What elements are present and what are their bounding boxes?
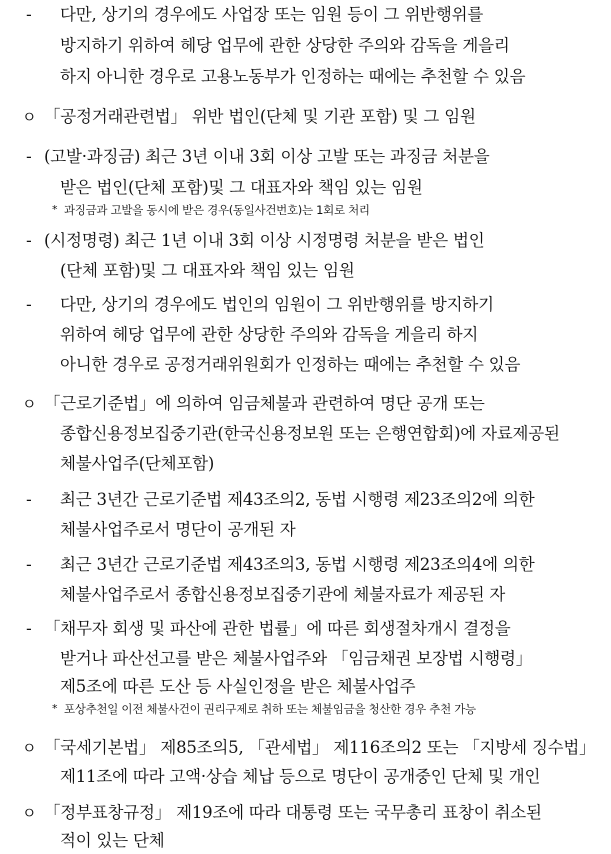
dash-marker: - (26, 490, 32, 509)
note-text: 포상추천일 이전 체불사건이 권리구제로 취하 또는 체불임금을 청산한 경우 추천 가능 (64, 702, 476, 716)
text-line: 하지 아니한 경우로 고용노동부가 인정하는 때에는 추천할 수 있음 (60, 67, 526, 86)
text-line: 다만, 상기의 경우에도 사업장 또는 임원 등이 그 위반행위를 (60, 5, 484, 24)
text-line: 위하여 헤당 업무에 관한 상당한 주의와 감독을 게을리 하지 (60, 325, 479, 344)
dash-marker: - (26, 147, 32, 166)
text-line: 다만, 상기의 경우에도 법인의 임원이 그 위반행위를 방지하기 (60, 295, 494, 314)
text-line: 받거나 파산선고를 받은 체불사업주와 「임금채권 보장법 시행령」 (60, 649, 533, 668)
section-heading: 「근로기준법」에 의하여 임금체불과 관련하여 명단 공개 또는 (44, 394, 485, 413)
dash-marker: - (26, 231, 32, 250)
text-line: (고발·과징금) 최근 3년 이내 3회 이상 고발 또는 과징금 처분을 (44, 147, 490, 166)
note-marker: * (52, 702, 58, 715)
section-heading: 체불사업주(단체포함) (60, 454, 215, 473)
section-heading: 「국세기본법」 제85조의5, 「관세법」 제116조의2 또는 「지방세 징수법」 (44, 738, 596, 757)
text-line: (시정명령) 최근 1년 이내 3회 이상 시정명령 처분을 받은 법인 (44, 231, 485, 250)
note-marker: * (52, 203, 58, 216)
bullet-marker: ㅇ (22, 739, 37, 757)
section-heading: 적이 있는 단체 (60, 831, 165, 850)
text-line: 제5조에 따른 도산 등 사실인정을 받은 체불사업주 (60, 677, 416, 696)
section-heading: 종합신용정보집중기관(한국신용정보원 또는 은행연합회)에 자료제공된 (60, 424, 560, 443)
note-text: 과징금과 고발을 동시에 받은 경우(동일사건번호)는 1회로 처리 (64, 203, 370, 217)
text-line: 받은 법인(단체 포함)및 그 대표자와 책임 있는 임원 (60, 178, 423, 197)
dash-marker: - (26, 295, 32, 314)
text-line: 최근 3년간 근로기준법 제43조의3, 동법 시행령 제23조의4에 의한 (60, 555, 535, 574)
section-heading: 「공정거래관련법」 위반 법인(단체 및 기관 포함) 및 그 임원 (44, 107, 476, 126)
bullet-marker: ㅇ (22, 395, 37, 413)
text-line: 「채무자 회생 및 파산에 관한 법률」에 따른 회생절차개시 결정을 (44, 619, 511, 638)
text-line: 체불사업주로서 명단이 공개된 자 (60, 520, 296, 539)
section-heading: 제11조에 따라 고액·상습 체납 등으로 명단이 공개중인 단체 및 개인 (60, 767, 541, 786)
bullet-marker: ㅇ (22, 108, 37, 126)
section-heading: 「정부표창규정」 제19조에 따라 대통령 또는 국무총리 표창이 취소된 (44, 803, 542, 822)
text-line: 아니한 경우로 공정거래위원회가 인정하는 때에는 추천할 수 있음 (60, 355, 521, 374)
text-line: (단체 포함)및 그 대표자와 책임 있는 임원 (60, 261, 355, 280)
dash-marker: - (26, 619, 32, 638)
dash-marker: - (26, 5, 32, 24)
text-line: 체불사업주로서 종합신용정보집중기관에 체불자료가 제공된 자 (60, 585, 506, 604)
bullet-marker: ㅇ (22, 804, 37, 822)
dash-marker: - (26, 555, 32, 574)
text-line: 방지하기 위하여 헤당 업무에 관한 상당한 주의와 감독을 게을리 (60, 36, 510, 55)
text-line: 최근 3년간 근로기준법 제43조의2, 동법 시행령 제23조의2에 의한 (60, 490, 535, 509)
